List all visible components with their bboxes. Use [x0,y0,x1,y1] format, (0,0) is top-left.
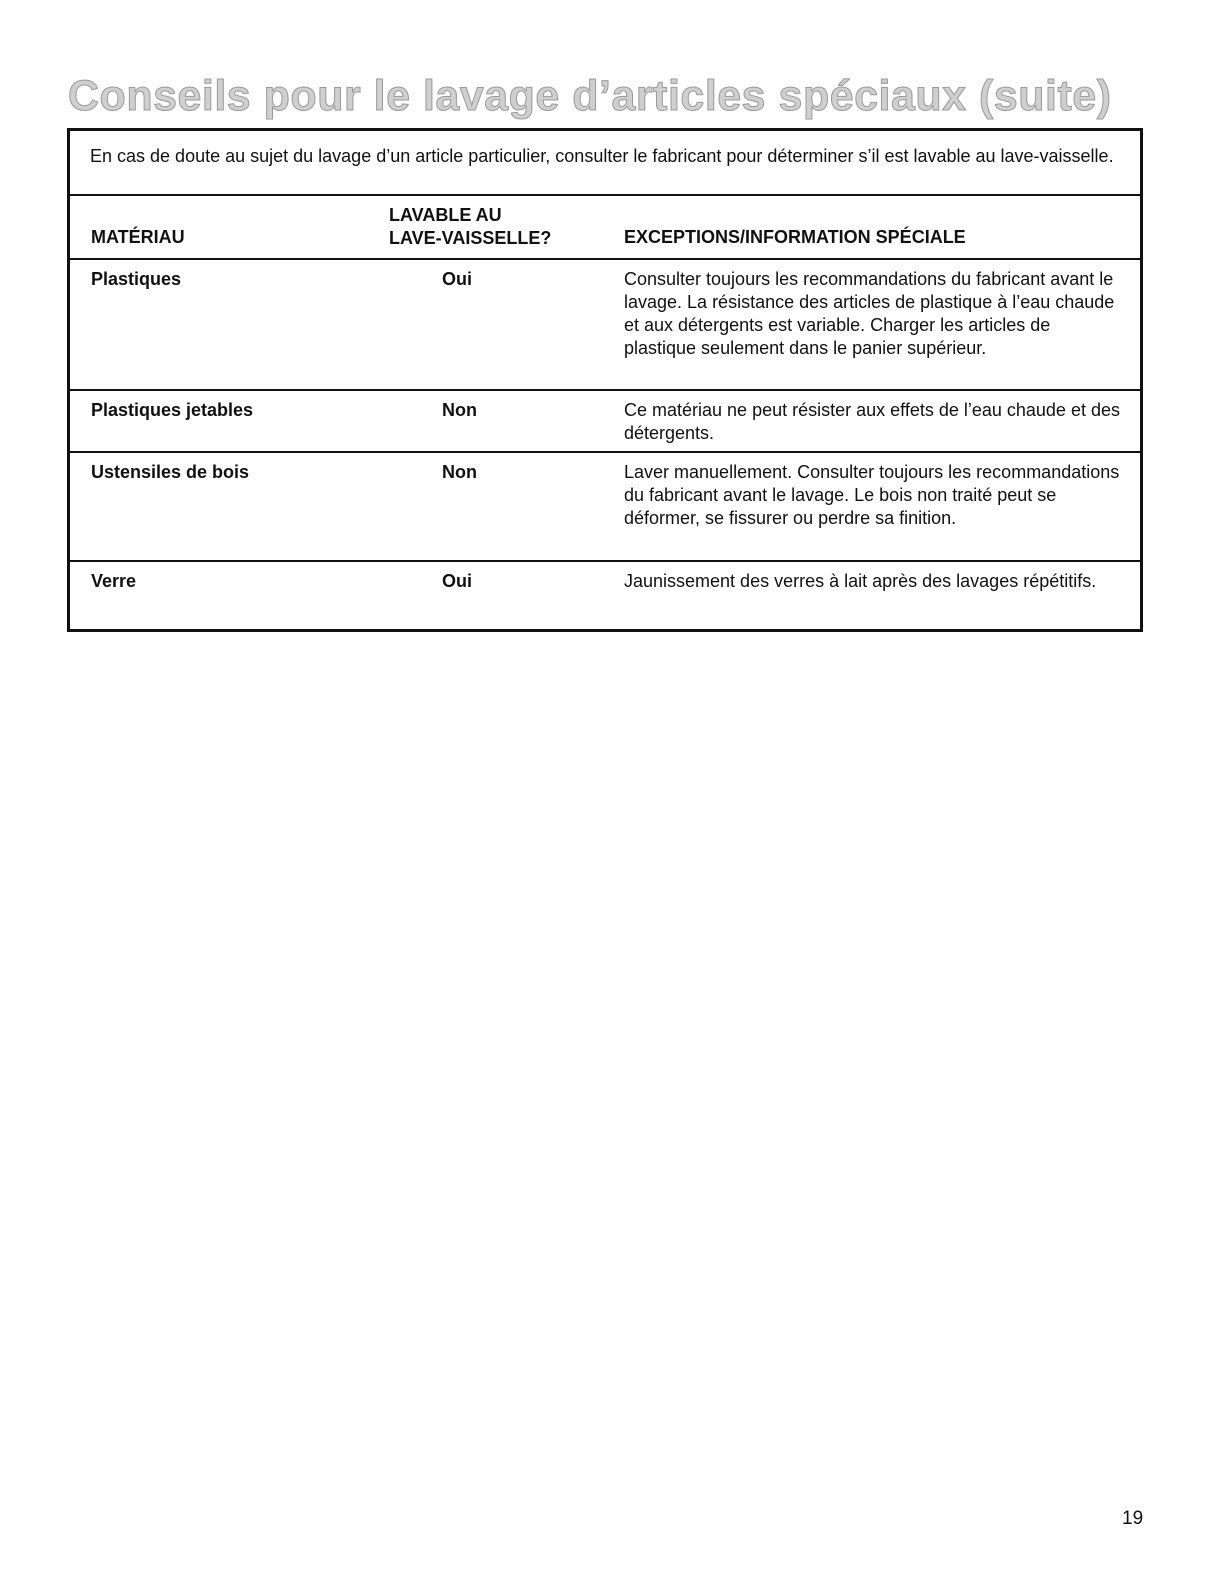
info-cell: Consulter toujours les recommandations du fabricant avant le lavage. La résistance des articles de plastique à l’eau chaude et aux détergents est variable. Charger les articles de plastique seulement dans le panier supérieur. [624,269,1115,358]
material-cell: Plastiques [91,269,182,289]
header-washable [389,204,551,250]
info-cell: Ce matériau ne peut résister aux effets de l’eau chaude et des détergents. [624,400,1120,443]
table-header [70,196,1140,260]
table-row [70,562,1140,629]
material-cell: Plastiques jetables [91,400,254,420]
header-exceptions: EXCEPTIONS/INFORMATION SPÉCIALE [624,227,966,247]
washable-cell: Non [442,400,477,420]
table-row [70,391,1140,453]
page-number: 19 [1122,1508,1144,1529]
material-cell: Ustensiles de bois [91,462,250,482]
info-cell: Laver manuellement. Consulter toujours les recommandations du fabricant avant le lavage. Le bois non traité peut se déformer, se fissurer ou perdre sa finition. [624,462,1120,528]
header-washable-line1: LAVABLE AU [389,205,502,225]
header-material: MATÉRIAU [91,227,185,247]
table-row [70,453,1140,562]
intro-note: En cas de doute au sujet du lavage d’un article particulier, consulter le fabricant pour déterminer s’il est lavable au lave-vaisselle. [70,131,1140,196]
page-title: Conseils pour le lavage d’articles spéciaux (suite) [68,72,1112,120]
washable-cell: Oui [442,269,472,289]
header-washable-line2: LAVE-VAISSELLE? [389,228,552,248]
material-cell: Verre [91,571,137,591]
special-items-table [67,128,1143,632]
table-row [70,260,1140,391]
washable-cell: Oui [442,571,472,591]
washable-cell: Non [442,462,477,482]
info-cell: Jaunissement des verres à lait après des lavages répétitifs. [624,571,1097,591]
